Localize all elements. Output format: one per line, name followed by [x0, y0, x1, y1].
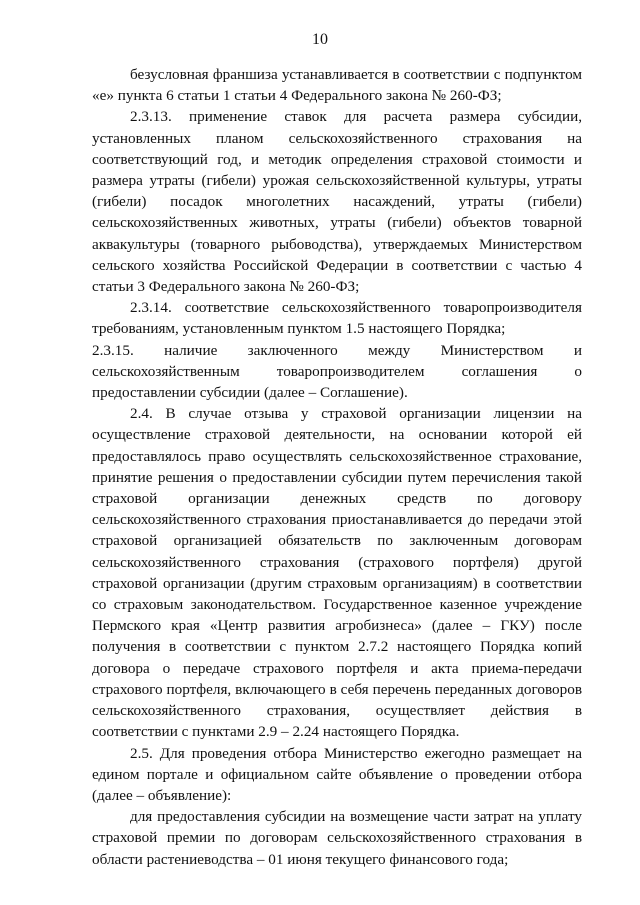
paragraph-crop-deadline: для предоставления субсидии на возмещение части затрат на уплату страховой премии по договорам сельскохозяйственного страхования в области растениеводства – 01 июня текущего финансового года;: [92, 808, 582, 868]
paragraph-2-3-15: 2.3.15. наличие заключенного между Министерством и сельскохозяйственным товаропроизводителем соглашения о предоставлении субсидии (далее – Соглашение).: [92, 341, 582, 402]
paragraph-franchise-continuation: безусловная франшиза устанавливается в соответствии с подпунктом «е» пункта 6 статьи 1 статьи 4 Федерального закона № 260-ФЗ;: [92, 66, 582, 105]
document-body: [92, 64, 582, 870]
paragraph-2-3-13: 2.3.13. применение ставок для расчета размера субсидии, установленных планом сельскохозяйственного страхования на соответствующий год, и методик определения страховой стоимости и размера утраты (гибели) урожая сельскохозяйственной культуры, утраты (гибели) посадок многолетних насаждений, утраты (гибели) сельскохозяйственных животных, утраты (гибели) объектов товарной аквакультуры (товарного рыбоводства), утверждаемых Министерством сельского хозяйства Российской Федерации в соответствии с частью 4 статьи 3 Федерального закона № 260-ФЗ;: [92, 108, 582, 296]
paragraph-2-3-14: 2.3.14. соответствие сельскохозяйственного товаропроизводителя требованиям, установленным пунктом 1.5 настоящего Порядка;: [92, 299, 582, 338]
paragraph-2-5: 2.5. Для проведения отбора Министерство ежегодно размещает на едином портале и официальном сайте объявление о проведении отбора (далее – объявление):: [92, 744, 582, 804]
paragraph-2-4: 2.4. В случае отзыва у страховой организации лицензии на осуществление страховой деятельности, на основании которой ей предоставлялось право осуществлять сельскохозяйственное страхование, принятие решения о предоставлении субсидии путем перечисления такой страховой организации денежных средств по договору сельскохозяйственного страхования приостанавливается до передачи этой страховой организацией обязательств по заключенным договорам сельскохозяйственного страхования (страхового портфеля) другой страховой организации (другим страховым организациям) в соответствии со страховым законодательством. Государственное казенное учреждение Пермского края «Центр развития агробизнеса» (далее – ГКУ) после получения в соответствии с пунктом 2.7.2 настоящего Порядка копий договора о передаче страхового портфеля и акта приема-передачи страхового портфеля, включающего в себя перечень переданных договоров сельскохозяйственного страхования, осуществляет действия в соответствии с пунктами 2.9 – 2.24 настоящего Порядка.: [92, 405, 582, 741]
page-number: 10: [312, 31, 328, 48]
